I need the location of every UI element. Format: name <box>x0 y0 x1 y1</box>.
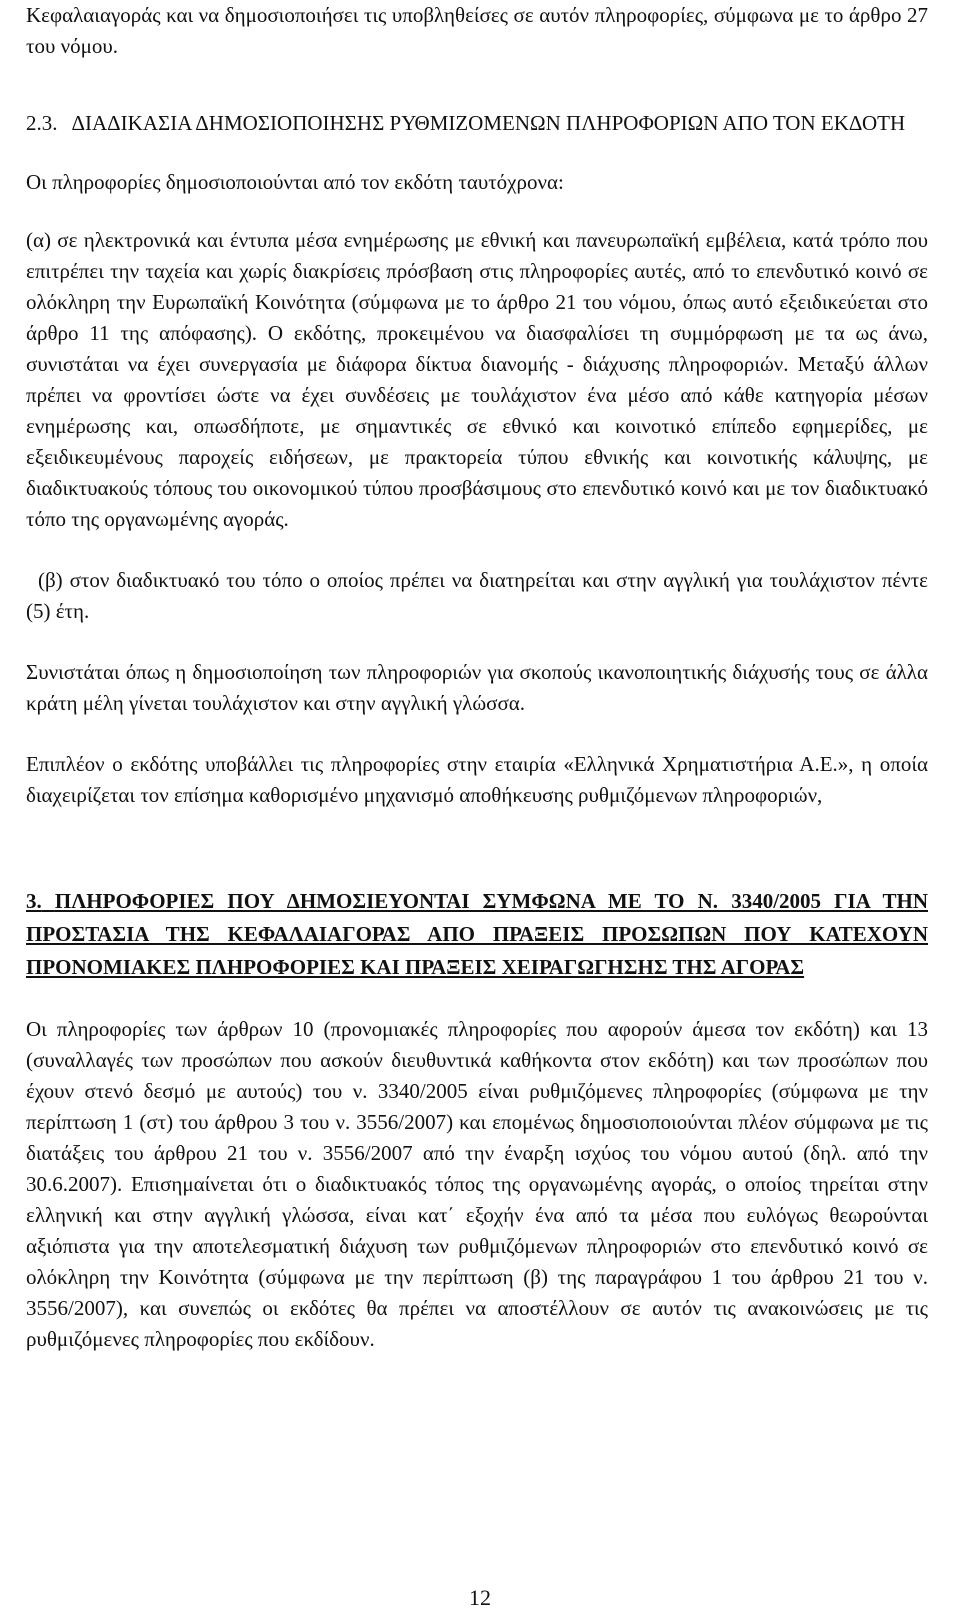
section-3-body: Οι πληροφορίες των άρθρων 10 (προνομιακές πληροφορίες που αφορούν άμεσα τον εκδότη) και 13 (συναλλαγές των προσώπων που ασκούν διευθυντικά καθήκοντα στον εκδότη) και των προσώπων που έχουν στενό δεσμό με αυτούς) του ν. 3340/2005 είναι ρυθμιζόμενες πληροφορίες (σύμφωνα με την περίπτωση 1 (στ) του άρθρου 3 του ν. 3556/2007) και επομένως δημοσιοποιούνται πλέον σύμφωνα με τις διατάξεις του άρθρου 21 του ν. 3556/2007 από την έναρξη ισχύος του νόμου αυτού (δηλ. από την 30.6.2007). Επισημαίνεται ότι ο διαδικτυακός τόπος της οργανωμένης αγοράς, ο οποίος τηρείται στην ελληνική και στην αγγλική γλώσσα, είναι κατ΄ εξοχήν ένα από τα μέσα που ευλόγως θεωρούνται αξιόπιστα για την αποτελεσματική διάχυση των ρυθμιζόμενων πληροφοριών στο επενδυτικό κοινό σε ολόκληρη την Κοινότητα (σύμφωνα με την περίπτωση (β) της παραγράφου 1 του άρθρου 21 του ν. 3556/2007), και συνεπώς οι εκδότες θα πρέπει να αποστέλλουν σε αυτόν τις ανακοινώσεις με τις ρυθμιζόμενες πληροφορίες που εκδίδουν. <box>26 1017 928 1351</box>
document-page <box>26 0 928 1355</box>
section-number-3: 3. <box>26 889 42 913</box>
page-number: 12 <box>469 1585 491 1610</box>
section-heading-2-3 <box>26 108 928 139</box>
section-title-2-3: ΔΙΑΔΙΚΑΣΙΑ ΔΗΜΟΣΙΟΠΟΙΗΣΗΣ ΡΥΘΜΙΖΟΜΕΝΩΝ ΠΛΗΡΟΦΟΡΙΩΝ ΑΠΟ ΤΟΝ ΕΚΔΟΤΗ <box>71 111 906 135</box>
section-heading-3 <box>26 885 928 984</box>
section-number-2-3: 2.3. <box>26 111 58 135</box>
recommendation-paragraph: Συνιστάται όπως η δημοσιοποίηση των πληροφοριών για σκοπούς ικανοποιητικής διάχυσής τους σε άλλα κράτη μέλη γίνεται τουλάχιστον και στην αγγλική γλώσσα. <box>26 660 928 715</box>
intro-paragraph: Οι πληροφορίες δημοσιοποιούνται από τον εκδότη ταυτόχρονα: <box>26 170 564 194</box>
item-a-paragraph: (α) σε ηλεκτρονικά και έντυπα μέσα ενημέρωσης με εθνική και πανευρωπαϊκή εμβέλεια, κατά τρόπο που επιτρέπει την ταχεία και χωρίς διακρίσεις πρόσβαση στις πληροφορίες αυτές, από το επενδυτικό κοινό σε ολόκληρη την Ευρωπαϊκή Κοινότητα (σύμφωνα με το άρθρο 21 του νόμου, όπως αυτό εξειδικεύεται στο άρθρο 11 της απόφασης). Ο εκδότης, προκειμένου να διασφαλίσει τη συμμόρφωση με τα ως άνω, συνιστάται να έχει συνεργασία με διάφορα δίκτυα διανομής - διάχυσης πληροφοριών. Μεταξύ άλλων πρέπει να φροντίσει ώστε να έχει συνδέσεις με τουλάχιστον ένα μέσο από κάθε κατηγορία μέσων ενημέρωσης και, οπωσδήποτε, με σημαντικές σε εθνικό και κοινοτικό επίπεδο εφημερίδες, με εξειδικευμένους παροχείς ειδήσεων, με πρακτορεία τύπου εθνικής και κοινοτικής κάλυψης, με διαδικτυακούς τόπους του οικονομικού τύπου προσβάσιμους στο επενδυτικό κοινό και με τον διαδικτυακό τόπο της οργανωμένης αγοράς. <box>26 228 928 531</box>
item-b-paragraph: (β) στον διαδικτυακό του τόπο ο οποίος πρέπει να διατηρείται και στην αγγλική για τουλάχιστον πέντε (5) έτη. <box>26 568 928 623</box>
additionally-paragraph: Επιπλέον ο εκδότης υποβάλλει τις πληροφορίες στην εταιρία «Ελληνικά Χρηματιστήρια Α.Ε.», η οποία διαχειρίζεται τον επίσημα καθορισμένο μηχανισμό αποθήκευσης ρυθμιζόμενων πληροφοριών, <box>26 752 928 807</box>
section-title-3: ΠΛΗΡΟΦΟΡΙΕΣ ΠΟΥ ΔΗΜΟΣΙΕΥΟΝΤΑΙ ΣΥΜΦΩΝΑ ΜΕ ΤΟ Ν. 3340/2005 ΓΙΑ ΤΗΝ ΠΡΟΣΤΑΣΙΑ ΤΗΣ ΚΕΦΑΛΑΙΑΓΟΡΑΣ ΑΠΟ ΠΡΑΞΕΙΣ ΠΡΟΣΩΠΩΝ ΠΟΥ ΚΑΤΕΧΟΥΝ ΠΡΟΝΟΜΙΑΚΕΣ ΠΛΗΡΟΦΟΡΙΕΣ ΚΑΙ ΠΡΑΞΕΙΣ ΧΕΙΡΑΓΩΓΗΣΗΣ ΤΗΣ ΑΓΟΡΑΣ <box>26 889 929 979</box>
top-paragraph: Κεφαλαιαγοράς και να δημοσιοποιήσει τις υποβληθείσες σε αυτόν πληροφορίες, σύμφωνα με το άρθρο 27 του νόμου. <box>26 3 928 58</box>
